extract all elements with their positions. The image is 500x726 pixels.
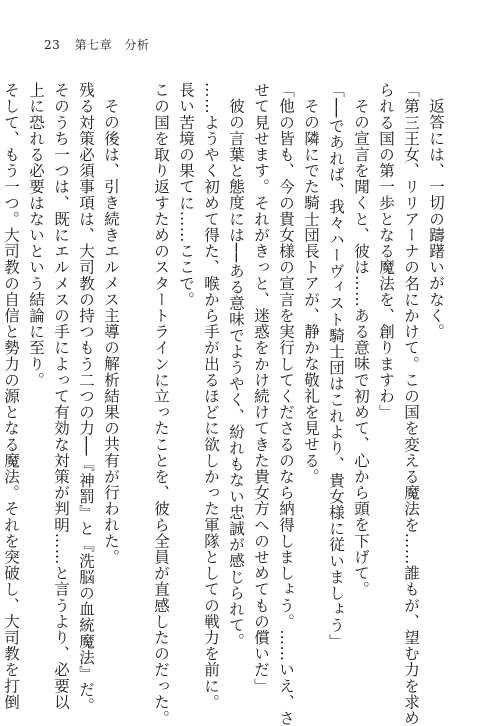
text-line: 上に恐れる必要はないという結論に至り。 <box>27 82 45 388</box>
blank-line <box>123 82 148 672</box>
text-line: 「第三王女、リリアーナの名にかけて。この国を変える魔法を……誰もが、望む力を求め <box>402 82 420 726</box>
text-line: そして、もう一つ。大司教の自信と勢力の源となる魔法。それを突破し、大司教を打倒 <box>2 82 20 710</box>
text-line: その隣にでた騎士団長トアが、静かな敬礼を見せる。 <box>302 97 320 484</box>
vertical-body-text <box>0 82 448 726</box>
page-number: 23 <box>44 38 61 52</box>
text-line: られる国の第一歩となる魔法を、創りますわ」 <box>377 82 395 421</box>
text-line: 残る対策必須事項は、大司教の持つもう二つの力──『神罰』と『洗脳の血統魔法』だ。 <box>77 82 95 714</box>
text-line: 「他の皆も、今の貴女様の宣言を実行してくださるのなら納得しましょう。……いえ、さ <box>277 82 295 726</box>
text-line: その宣言を聞くと、彼は……ある意味で初めて、心から頭を下げて。 <box>352 97 370 597</box>
text-line: 返答には、一切の躊躇いがなく。 <box>427 97 445 339</box>
chapter-label: 第七章 <box>74 38 113 52</box>
running-header <box>44 36 149 53</box>
text-line: その後は、引き続きエルメス主導の解析結果の共有が行われた。 <box>102 97 120 565</box>
text-line: ……ようやく初めて得た、喉から手が出るほどに欲しかった軍隊としての戦力を前に。 <box>202 82 220 710</box>
text-line: この国を取り返すためのスタートラインに立ったことを、彼ら全員が直感したのだった。 <box>152 82 170 726</box>
text-line: せて見せます。それがきっと、迷惑をかけ続けてきた貴女方へのせめてもの償いだ」 <box>252 82 270 694</box>
text-line: 「──であれば、我々ハーヴィスト騎士団はこれより、貴女様に従いましょう」 <box>327 82 345 650</box>
chapter-title: 分析 <box>124 38 150 52</box>
text-line: 長い苦境の果てに……ここで。 <box>177 82 195 308</box>
text-line: 彼の言葉と態度には──ある意味でようやく、紛れもない忠誠が感じられて。 <box>227 97 245 649</box>
text-line: そのうち一つは、既にエルメスの手によって有効な対策が判明……と言うより、必要以 <box>52 82 70 710</box>
